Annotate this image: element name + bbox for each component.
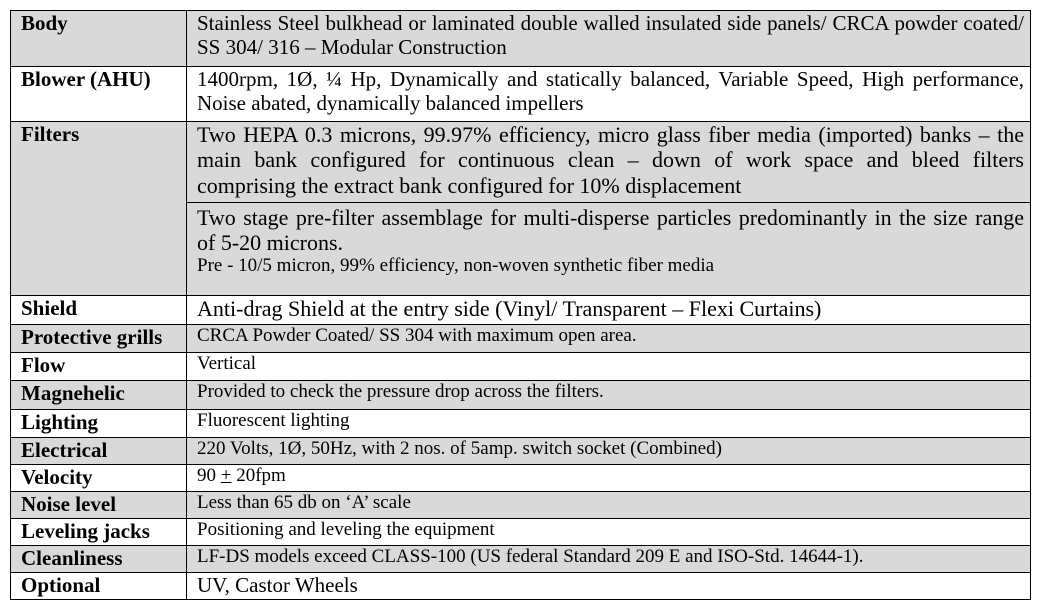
table-row (11, 546, 1031, 573)
velocity-value: 90 (197, 465, 221, 486)
row-value (187, 122, 1031, 296)
table-row (11, 325, 1031, 353)
row-value: Fluorescent lighting (187, 410, 1031, 438)
row-label: Electrical (11, 438, 187, 465)
filters-pre-text: Pre - 10/5 micron, 99% efficiency, non-woven synthetic fiber media (197, 255, 715, 277)
row-value: 220 Volts, 1Ø, 50Hz, with 2 nos. of 5amp. switch socket (Combined) (187, 438, 1031, 465)
row-value: 1400rpm, 1Ø, ¼ Hp, Dynamically and statically balanced, Variable Speed, High performance, Noise abated, dynamically balanced impellers (187, 67, 1031, 122)
table-row (11, 381, 1031, 410)
row-label: Optional (11, 573, 187, 600)
row-value: Provided to check the pressure drop across the filters. (187, 381, 1031, 410)
plus-minus-symbol: + (220, 465, 232, 486)
table-row (11, 519, 1031, 546)
filters-prefilter-text: Two stage pre-filter assemblage for multi-disperse particles predominantly in the size range of 5-20 microns. (197, 204, 1024, 256)
row-value: UV, Castor Wheels (187, 573, 1031, 600)
table-row (11, 11, 1031, 67)
row-value: Stainless Steel bulkhead or laminated double walled insulated side panels/ CRCA powder coated/ SS 304/ 316 – Modular Construction (187, 11, 1031, 67)
table-row (11, 353, 1031, 381)
row-label: Leveling jacks (11, 519, 187, 546)
row-label: Body (11, 11, 187, 67)
row-label: Blower (AHU) (11, 67, 187, 122)
row-label: Lighting (11, 410, 187, 438)
table-row (11, 438, 1031, 465)
row-value: Less than 65 db on ‘A’ scale (187, 492, 1031, 519)
row-label: Shield (11, 296, 187, 325)
filters-hepa-text: Two HEPA 0.3 microns, 99.97% efficiency, micro glass fiber media (imported) banks – the main bank configured for continuous clean – down of work space and bleed filters comprising the extract bank configured for 10% displacement (197, 122, 1024, 198)
table-row (11, 492, 1031, 519)
velocity-tolerance: 20fpm (231, 465, 286, 486)
cell-divider (187, 202, 1030, 203)
row-label: Filters (11, 122, 187, 296)
table-row (11, 410, 1031, 438)
row-label: Noise level (11, 492, 187, 519)
row-value: Positioning and leveling the equipment (187, 519, 1031, 546)
row-value: Anti-drag Shield at the entry side (Vinyl/ Transparent – Flexi Curtains) (187, 296, 1031, 325)
row-value (187, 465, 1031, 492)
row-label: Velocity (11, 465, 187, 492)
table-row (11, 465, 1031, 492)
row-label: Protective grills (11, 325, 187, 353)
row-label: Magnehelic (11, 381, 187, 410)
row-value: CRCA Powder Coated/ SS 304 with maximum open area. (187, 325, 1031, 353)
row-label: Cleanliness (11, 546, 187, 573)
row-value: LF-DS models exceed CLASS-100 (US federal Standard 209 E and ISO-Std. 14644-1). (187, 546, 1031, 573)
table-row (11, 122, 1031, 296)
table-row (11, 573, 1031, 600)
table-row (11, 296, 1031, 325)
row-label: Flow (11, 353, 187, 381)
specification-table (10, 10, 1031, 600)
table-row (11, 67, 1031, 122)
row-value: Vertical (187, 353, 1031, 381)
